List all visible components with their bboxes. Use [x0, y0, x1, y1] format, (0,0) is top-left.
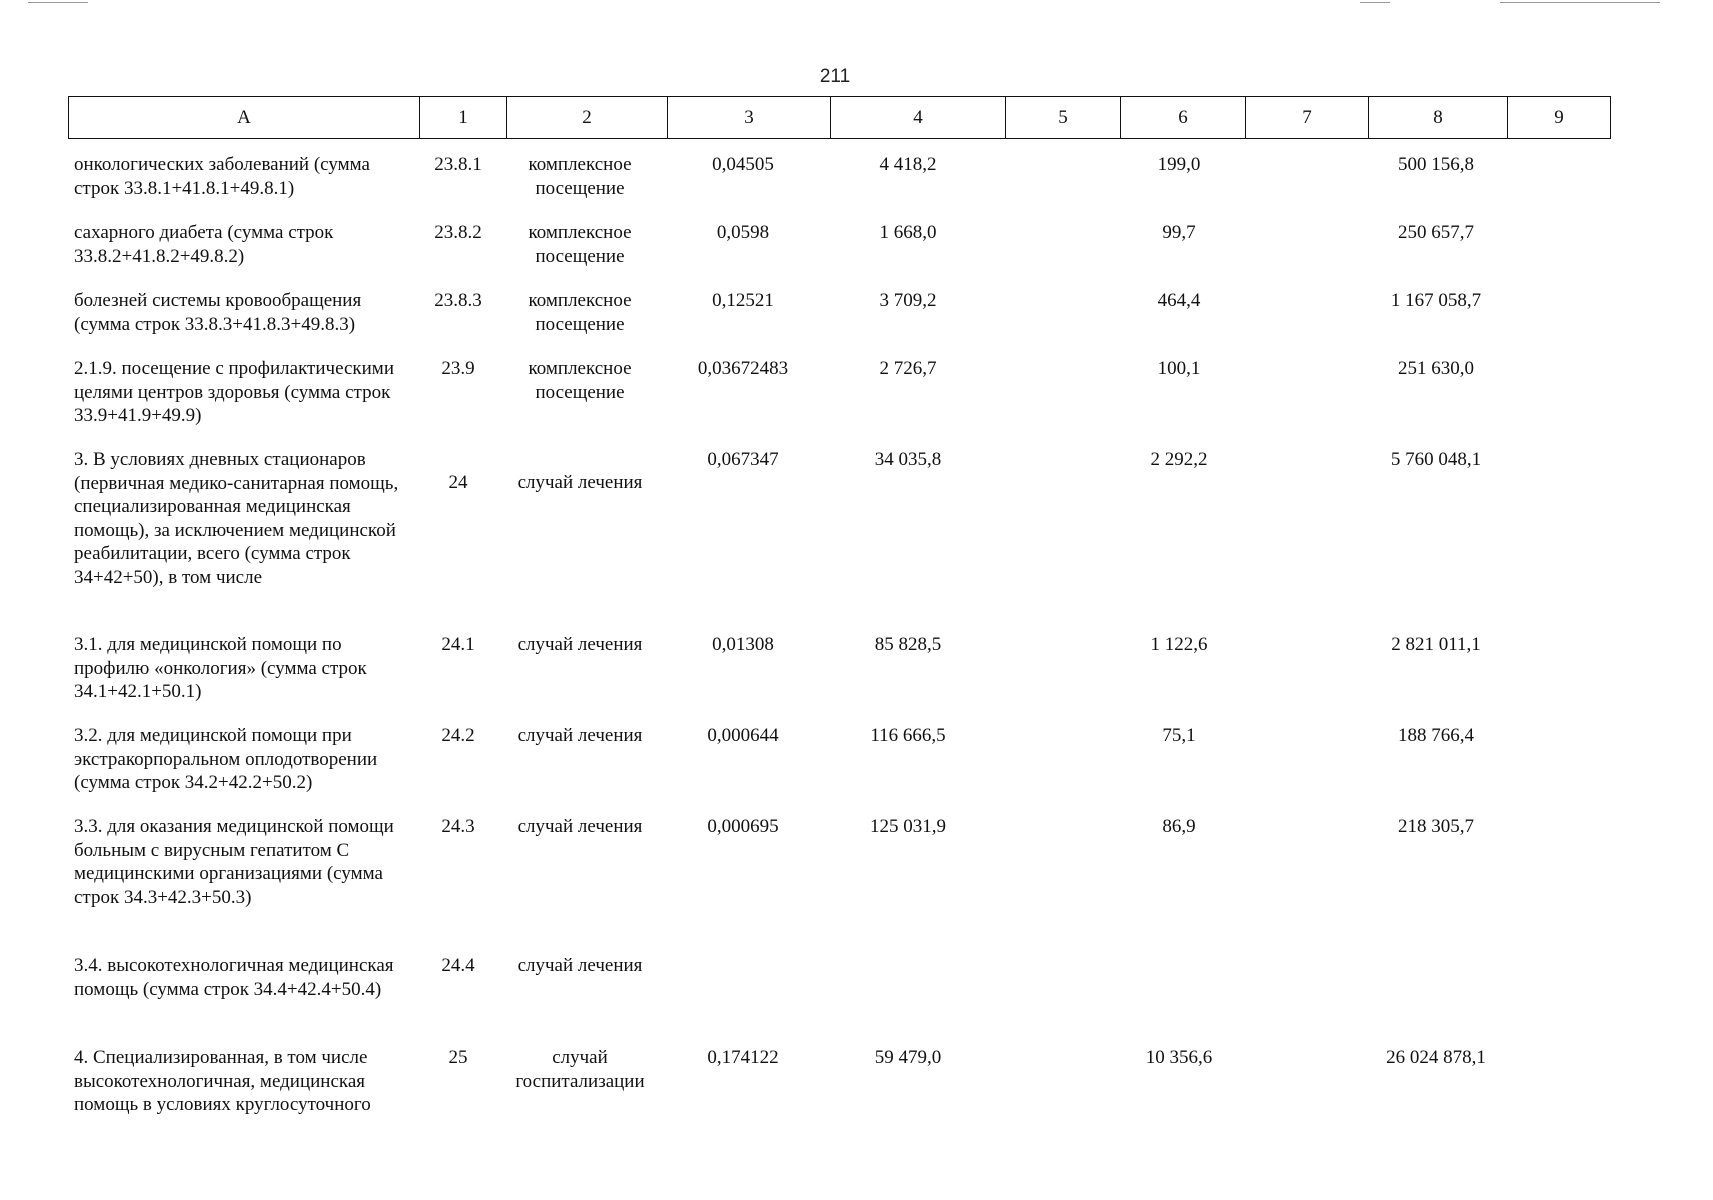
- row-name: 3.1. для медицинской помощи по профилю «онкология» (сумма строк 34.1+42.1+50.1): [74, 634, 367, 702]
- row-name: онкологических заболеваний (сумма строк 33.8.1+41.8.1+49.8.1): [74, 154, 370, 199]
- column-header-a: А: [69, 97, 420, 139]
- row-value-4: 34 035,8: [874, 449, 942, 470]
- row-code: 24.4: [441, 955, 475, 976]
- row-value-6: 1 122,6: [1150, 634, 1208, 655]
- scan-artifact: [28, 2, 88, 3]
- row-name: 3. В условиях дневных стационаров (первичная медико-санитарная помощь, специализированная медицинская помощь), за исключением медицинской реабилитации, всего (сумма строк 34+42+50), в том числе: [74, 449, 399, 588]
- scan-artifact: [1500, 2, 1660, 3]
- row-code: 24.2: [441, 725, 475, 746]
- row-value-6: 99,7: [1162, 222, 1196, 243]
- row-value-8: 5 760 048,1: [1390, 449, 1482, 470]
- row-value-4: 116 666,5: [870, 725, 946, 746]
- row-value-4: 59 479,0: [874, 1047, 942, 1068]
- row-value-3: 0,0598: [716, 222, 770, 243]
- row-unit: случай лечения: [517, 725, 643, 746]
- column-header-7: 7: [1246, 97, 1369, 139]
- row-value-6: 2 292,2: [1150, 449, 1208, 470]
- row-value-4: 125 031,9: [870, 816, 946, 837]
- row-value-4: 3 709,2: [879, 290, 937, 311]
- row-unit: комплексное посещение: [528, 290, 632, 335]
- row-value-8: 2 821 011,1: [1391, 634, 1481, 655]
- column-header-5: 5: [1006, 97, 1121, 139]
- column-header-4: 4: [831, 97, 1006, 139]
- row-unit: случай лечения: [517, 955, 643, 976]
- row-value-6: 100,1: [1157, 358, 1201, 379]
- row-unit: случай госпитализации: [515, 1047, 645, 1092]
- row-unit: случай лечения: [517, 816, 643, 837]
- row-name: 3.3. для оказания медицинской помощи больным с вирусным гепатитом С медицинскими организациями (сумма строк 34.3+42.3+50.3): [74, 816, 394, 908]
- row-name: 3.2. для медицинской помощи при экстракорпоральном оплодотворении (сумма строк 34.2+42.2+50.2): [74, 725, 378, 793]
- row-value-4: 1 668,0: [879, 222, 937, 243]
- row-code: 23.8.1: [434, 154, 482, 175]
- column-header-6: 6: [1121, 97, 1246, 139]
- row-value-6: 75,1: [1162, 725, 1196, 746]
- row-value-4: 2 726,7: [879, 358, 937, 379]
- page-number: 211: [819, 66, 851, 87]
- row-value-8: 250 657,7: [1398, 222, 1474, 243]
- row-name: 2.1.9. посещение с профилактическими целями центров здоровья (сумма строк 33.9+41.9+49.9): [74, 358, 395, 426]
- row-value-3: 0,03672483: [697, 358, 789, 379]
- row-value-8: 251 630,0: [1398, 358, 1474, 379]
- row-value-3: 0,000644: [707, 725, 779, 746]
- row-value-6: 10 356,6: [1145, 1047, 1213, 1068]
- row-code: 23.8.2: [434, 222, 482, 243]
- column-header-table: [68, 96, 1611, 139]
- row-value-3: 0,12521: [712, 290, 774, 311]
- row-code: 24: [448, 472, 468, 493]
- row-code: 23.8.3: [434, 290, 482, 311]
- column-header-2: 2: [507, 97, 668, 139]
- column-header-9: 9: [1508, 97, 1611, 139]
- column-header-8: 8: [1369, 97, 1508, 139]
- column-header-1: 1: [420, 97, 507, 139]
- row-unit: комплексное посещение: [528, 154, 632, 199]
- row-value-3: 0,01308: [712, 634, 774, 655]
- row-value-6: 464,4: [1157, 290, 1201, 311]
- row-unit: случай лечения: [517, 472, 643, 493]
- row-value-3: 0,000695: [707, 816, 779, 837]
- row-code: 24.1: [441, 634, 475, 655]
- row-code: 25: [448, 1047, 468, 1068]
- row-value-8: 26 024 878,1: [1386, 1047, 1486, 1068]
- row-value-3: 0,174122: [707, 1047, 779, 1068]
- row-value-3: 0,04505: [712, 154, 774, 175]
- row-code: 23.9: [441, 358, 475, 379]
- column-header-3: 3: [668, 97, 831, 139]
- row-value-8: 188 766,4: [1398, 725, 1474, 746]
- row-code: 24.3: [441, 816, 475, 837]
- scan-artifact: [1360, 2, 1390, 3]
- row-value-4: 85 828,5: [874, 634, 942, 655]
- row-name: сахарного диабета (сумма строк 33.8.2+41.8.2+49.8.2): [74, 222, 334, 267]
- row-unit: комплексное посещение: [528, 358, 632, 403]
- row-name: болезней системы кровообращения (сумма строк 33.8.3+41.8.3+49.8.3): [74, 290, 362, 335]
- row-unit: случай лечения: [517, 634, 643, 655]
- row-value-3: 0,067347: [707, 449, 779, 470]
- row-value-8: 1 167 058,7: [1390, 290, 1482, 311]
- row-value-4: 4 418,2: [879, 154, 937, 175]
- row-value-8: 218 305,7: [1398, 816, 1474, 837]
- row-value-6: 199,0: [1157, 154, 1201, 175]
- row-value-6: 86,9: [1162, 816, 1196, 837]
- row-value-8: 500 156,8: [1398, 154, 1474, 175]
- row-unit: комплексное посещение: [528, 222, 632, 267]
- row-name: 4. Специализированная, в том числе высокотехнологичная, медицинская помощь в условиях круглосуточного: [74, 1047, 371, 1115]
- row-name: 3.4. высокотехнологичная медицинская помощь (сумма строк 34.4+42.4+50.4): [74, 955, 394, 1000]
